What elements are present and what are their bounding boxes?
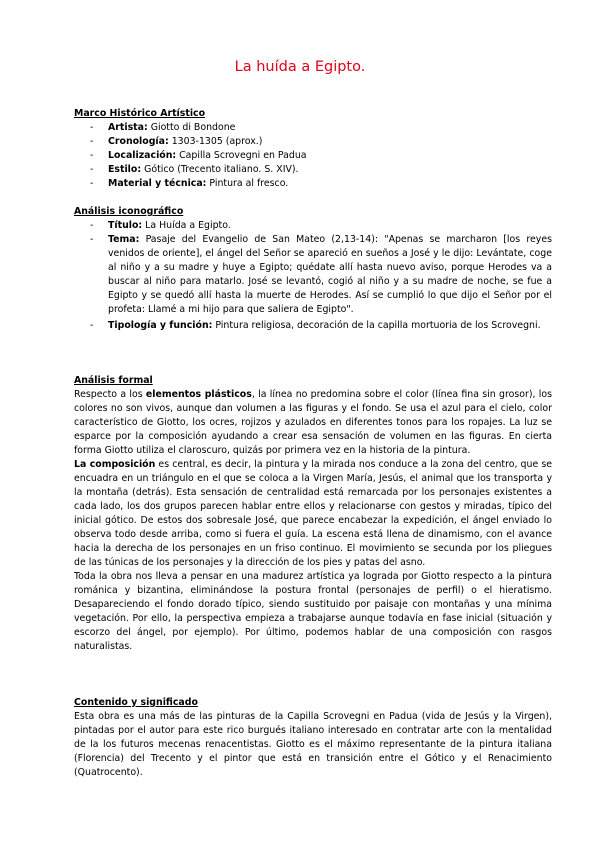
paragraph-text: Respecto a los — [74, 389, 146, 400]
list-item — [74, 121, 552, 135]
list-item — [74, 219, 552, 233]
section-heading-iconografico: Análisis iconográfico — [74, 206, 184, 217]
marco-list — [74, 121, 552, 191]
list-item — [74, 149, 552, 163]
document-title: La huída a Egipto. — [234, 59, 366, 75]
item-label: Título: — [108, 220, 143, 231]
list-item — [74, 233, 552, 317]
item-value: Capilla Scrovegni en Padua — [179, 150, 307, 161]
item-value: Pintura al fresco. — [209, 178, 289, 189]
item-value: Giotto di Bondone — [150, 122, 236, 133]
paragraph: Esta obra es una más de las pinturas de la Capilla Scrovegni en Padua (vida de Jesús y la Virgen), pintadas por el autor para este rico burgués italiano interesado en contratar arte con la mentalidad de la los futuros mecenas renacentistas. Giotto es el máximo representante de la pintura italiana (Florencia) del Trecento y el pintor que está en transición entre el Gótico y el Renacimiento (Quatrocento). — [74, 711, 552, 778]
paragraph-text: es central, es decir, la pintura y la mirada nos conduce a la zona del centro, que se encuadra en un triángulo en el que se coloca a la Virgen María, Jesús, el animal que los transporta y la montaña (detrás). Esta sensación de centralidad está remarcada por los personajes existentes a cada lado, los dos grupos parecen hablar entre ellos y relacionarse con gestos y miradas, típico del inicial gótico. De estos dos sobresale José, que parece encabezar la expedición, el ángel enviado lo observa todo desde arriba, como si fuera el guía. La escena está llena de dinamismo, con el avance hacia la derecha de los personajes en un friso continuo. El movimiento se secunda por los pliegues de las túnicas de los personajes y la dirección de los pies y patas del asno. — [74, 459, 552, 568]
item-label: Cronología: — [108, 136, 169, 147]
item-value: La Huída a Egipto. — [145, 220, 231, 231]
item-value: Pasaje del Evangelio de San Mateo (2,13-14): "Apenas se marcharon [los reyes venidos de oriente], el ángel del Señor se apareció en sueños a José y le dijo: Levántate, coge al niño y a su madre y huye a Egipto; quédate allí hasta nuevo aviso, porque Herodes va a buscar al niño para matarlo. José se levantó, cogió al niño y a su madre de noche, se fue a Egipto y se quedó allí hasta la muerte de Herodes. Así se cumplió lo que dijo el Señor por el profeta: Llamé a mi hijo para que saliera de Egipto". — [108, 234, 552, 315]
paragraph-bold: elementos plásticos — [145, 389, 252, 400]
item-label: Localización: — [108, 150, 177, 161]
paragraph: Toda la obra nos lleva a pensar en una madurez artística ya lograda por Giotto respecto a la pintura románica y bizantina, eliminándose la postura frontal (personajes de perfil) o el hieratismo. Desapareciendo el fondo dorado típico, siendo sustituido por paisaje con montañas y una mínima vegetación. Por ello, la perspectiva empieza a trabajarse aunque todavía en fase inicial (situación y escorzo del ángel, por ejemplo). Por último, podemos hablar de una composición con rasgos naturalistas. — [74, 571, 552, 652]
paragraph-text: , la línea no predomina sobre el color (línea fina sin grosor), los colores no son vivos, aunque dan volumen a las figuras y el fondo. Se usa el azul para el cielo, color característico de Giotto, los ocres, rojizos y azulados en diferentes tonos para los ropajes. La luz se esparce por la composición ayudando a crear esa sensación de volumen en las figuras. En cierta forma Giotto utiliza el claroscuro, quizás por primera vez en la historia de la pintura. — [74, 389, 552, 456]
section-marco — [74, 107, 552, 191]
item-value: Gótico (Trecento italiano. S. XIV). — [144, 164, 299, 175]
iconografico-list — [74, 219, 552, 333]
item-label: Tipología y función: — [108, 320, 213, 331]
paragraph — [74, 388, 552, 458]
paragraph-bold: La composición — [74, 459, 156, 470]
item-label: Tema: — [108, 234, 140, 245]
item-label: Material y técnica: — [108, 178, 207, 189]
item-value: Pintura religiosa, decoración de la capilla mortuoria de los Scrovegni. — [215, 320, 541, 331]
item-value: 1303-1305 (aprox.) — [171, 136, 263, 147]
section-heading-marco: Marco Histórico Artístico — [74, 108, 206, 119]
list-item — [74, 319, 552, 333]
section-formal — [74, 374, 552, 654]
list-item — [74, 163, 552, 177]
section-contenido — [74, 696, 552, 780]
section-heading-contenido: Contenido y significado — [74, 697, 198, 708]
paragraph — [74, 458, 552, 570]
item-label: Estilo: — [108, 164, 142, 175]
section-iconografico — [74, 205, 552, 333]
list-item — [74, 177, 552, 191]
list-item — [74, 135, 552, 149]
section-heading-formal: Análisis formal — [74, 375, 153, 386]
item-label: Artista: — [108, 122, 148, 133]
